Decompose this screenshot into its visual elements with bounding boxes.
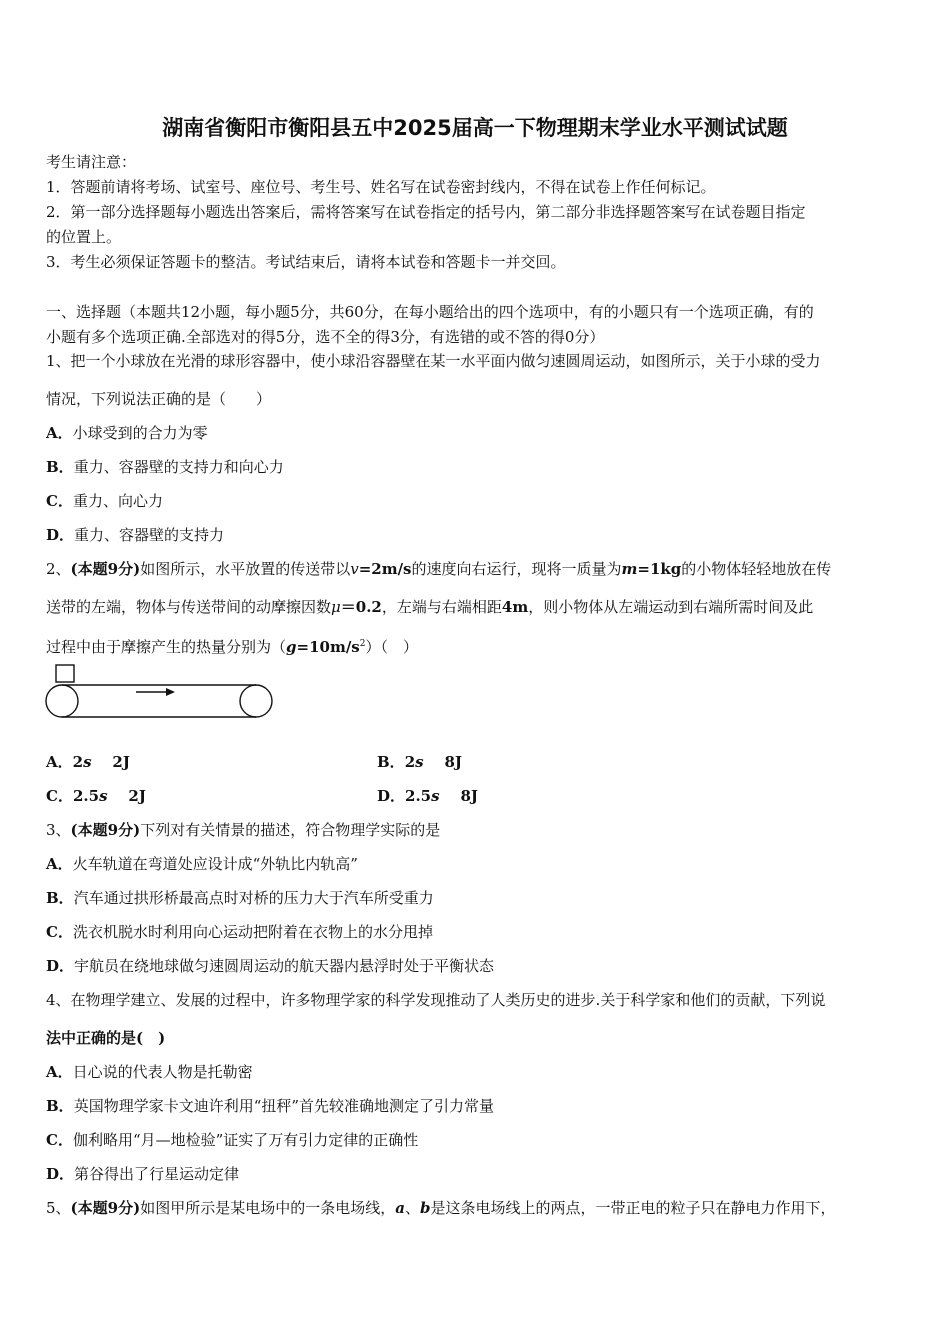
arrow-head — [166, 688, 175, 696]
q4-option-d — [46, 1164, 239, 1184]
q5-stem-line1 — [46, 1198, 835, 1218]
option-unit: s — [415, 753, 424, 771]
option-text: 英国物理学家卡文迪许利用“扭秤”首先较准确地测定了引力常量 — [73, 1097, 495, 1115]
section-heading-line2: 小题有多个选项正确.全部选对的得5分，选不全的得3分，有选错的或不答的得0分） — [46, 328, 605, 346]
q2-stem-line1 — [46, 559, 831, 579]
option-text: 伽利略用“月—地检验”证实了万有引力定律的正确性 — [72, 1131, 419, 1149]
option-label: A． — [46, 424, 73, 442]
q3-score: (本题9分) — [70, 821, 141, 839]
option-heat: 2J — [128, 787, 146, 805]
option-time: 2 — [72, 753, 84, 771]
notice-item-3: 3．考生必须保证答题卡的整洁。考试结束后，请将本试卷和答题卡一并交回。 — [46, 253, 566, 271]
q4-option-c — [46, 1130, 418, 1150]
q2-option-b — [377, 752, 462, 772]
q2-g-value: =10m/s — [296, 638, 360, 656]
q2-exponent: 2 — [359, 639, 366, 649]
q2-text: ）（ ） — [365, 638, 419, 656]
notice-item-2-cont: 的位置上。 — [46, 228, 122, 246]
option-unit: s — [99, 787, 108, 805]
q2-stem-line3 — [46, 634, 418, 657]
q4-option-b — [46, 1096, 494, 1116]
option-label: D． — [46, 1165, 75, 1183]
option-unit: s — [431, 787, 440, 805]
option-text: 火车轨道在弯道处应设计成“外轨比内轨高” — [72, 855, 358, 873]
option-label: A． — [46, 855, 73, 873]
small-block — [56, 665, 74, 682]
left-pulley — [46, 685, 78, 717]
option-text: 重力、容器壁的支持力 — [74, 526, 225, 544]
q1-option-b — [46, 457, 284, 477]
option-time: 2.5 — [72, 787, 100, 805]
q2-score: (本题9分) — [70, 560, 141, 578]
option-heat: 2J — [112, 753, 130, 771]
q3-number: 3、 — [46, 821, 71, 839]
option-label: D． — [377, 787, 406, 805]
q2-text: 的小物体轻轻地放在传 — [681, 560, 832, 578]
q5-score: (本题9分) — [70, 1199, 141, 1217]
q2-var-v: v — [350, 560, 359, 578]
q3-text: 下列对有关情景的描述，符合物理学实际的是 — [140, 821, 441, 839]
q1-option-d — [46, 525, 224, 545]
notice-heading: 考生请注意： — [46, 153, 137, 171]
option-time: 2 — [404, 753, 416, 771]
option-label: B． — [46, 458, 74, 476]
q2-distance-value: 4m — [501, 598, 529, 616]
option-label: B． — [377, 753, 405, 771]
q2-mass-value: =1kg — [637, 560, 682, 578]
option-heat: 8J — [460, 787, 479, 805]
option-label: C． — [46, 787, 73, 805]
page-title: 湖南省衡阳市衡阳县五中2025届高一下物理期末学业水平测试试题 — [162, 116, 788, 140]
q5-text: 是这条电场线上的两点，一带正电的粒子只在静电力作用下， — [430, 1199, 836, 1217]
option-heat: 8J — [444, 753, 463, 771]
q5-text: 、 — [404, 1199, 420, 1217]
q2-text: 送带的左端，物体与传送带间的动摩擦因数 — [46, 598, 332, 616]
q2-speed-value: =2m/s — [358, 560, 412, 578]
option-label: A． — [46, 1063, 73, 1081]
q2-text: ，则小物体从左端运动到右端所需时间及此 — [528, 598, 814, 616]
q2-option-c — [46, 786, 146, 806]
q3-option-c — [46, 922, 433, 942]
q4-option-a — [46, 1062, 253, 1082]
option-unit: s — [83, 753, 92, 771]
notice-item-1: 1．答题前请将考场、试室号、座位号、考生号、姓名写在试卷密封线内，不得在试卷上作任何标记。 — [46, 178, 716, 196]
option-text: 宇航员在绕地球做匀速圆周运动的航天器内悬浮时处于平衡状态 — [74, 957, 495, 975]
option-text: 重力、容器壁的支持力和向心力 — [73, 458, 284, 476]
q3-option-a — [46, 854, 358, 874]
q1-stem-line1: 1、把一个小球放在光滑的球形容器中，使小球沿容器壁在某一水平面内做匀速圆周运动，如图所示，关于小球的受力 — [46, 352, 821, 370]
option-text: 洗衣机脱水时利用向心运动把附着在衣物上的水分甩掉 — [72, 923, 433, 941]
right-pulley — [240, 685, 272, 717]
option-label: B． — [46, 1097, 74, 1115]
q5-number: 5、 — [46, 1199, 71, 1217]
q4-stem-line1: 4、在物理学建立、发展的过程中，许多物理学家的科学发现推动了人类历史的进步.关于科学家和他们的贡献，下列说 — [46, 991, 826, 1009]
option-text: 日心说的代表人物是托勒密 — [72, 1063, 253, 1081]
option-text: 小球受到的合力为零 — [72, 424, 208, 442]
option-text: 第谷得出了行星运动定律 — [74, 1165, 240, 1183]
q1-option-c — [46, 491, 163, 511]
q2-var-m: m — [621, 560, 638, 578]
option-label: B． — [46, 889, 74, 907]
q2-text: 过程中由于摩擦产生的热量分别为（ — [46, 638, 287, 656]
option-label: D． — [46, 957, 75, 975]
option-label: A． — [46, 753, 73, 771]
q5-var-b: b — [419, 1199, 431, 1217]
q2-var-mu: μ — [331, 598, 341, 616]
option-label: D． — [46, 526, 75, 544]
q2-var-g: g — [286, 638, 297, 656]
q2-option-d — [377, 786, 478, 806]
q2-mu-value: ＝0.2 — [340, 598, 382, 616]
q1-option-a — [46, 423, 208, 443]
conveyor-belt-figure — [44, 662, 276, 720]
option-text: 汽车通过拱形桥最高点时对桥的压力大于汽车所受重力 — [73, 889, 434, 907]
q2-stem-line2 — [46, 597, 813, 617]
option-label: C． — [46, 923, 73, 941]
q2-text: 的速度向右运行，现将一质量为 — [411, 560, 622, 578]
section-heading-line1: 一、选择题（本题共12小题，每小题5分，共60分，在每小题给出的四个选项中，有的小题只有一个选项正确，有的 — [46, 303, 814, 321]
q4-stem-line2: 法中正确的是( ) — [46, 1029, 166, 1047]
q2-text: ，左端与右端相距 — [381, 598, 502, 616]
option-text: 重力、向心力 — [72, 492, 163, 510]
option-time: 2.5 — [405, 787, 432, 805]
option-label: C． — [46, 1131, 73, 1149]
option-label: C． — [46, 492, 73, 510]
q2-option-a — [46, 752, 130, 772]
q3-stem — [46, 820, 440, 840]
q2-number: 2、 — [46, 560, 71, 578]
q1-stem-line2: 情况，下列说法正确的是（ ） — [46, 390, 272, 408]
q5-var-a: a — [395, 1199, 405, 1217]
q3-option-b — [46, 888, 434, 908]
notice-item-2: 2．第一部分选择题每小题选出答案后，需将答案写在试卷指定的括号内，第二部分非选择题答案写在试卷题目指定 — [46, 203, 806, 221]
q2-text: 如图所示，水平放置的传送带以 — [140, 560, 351, 578]
q5-text: 如图甲所示是某电场中的一条电场线， — [140, 1199, 396, 1217]
q3-option-d — [46, 956, 494, 976]
